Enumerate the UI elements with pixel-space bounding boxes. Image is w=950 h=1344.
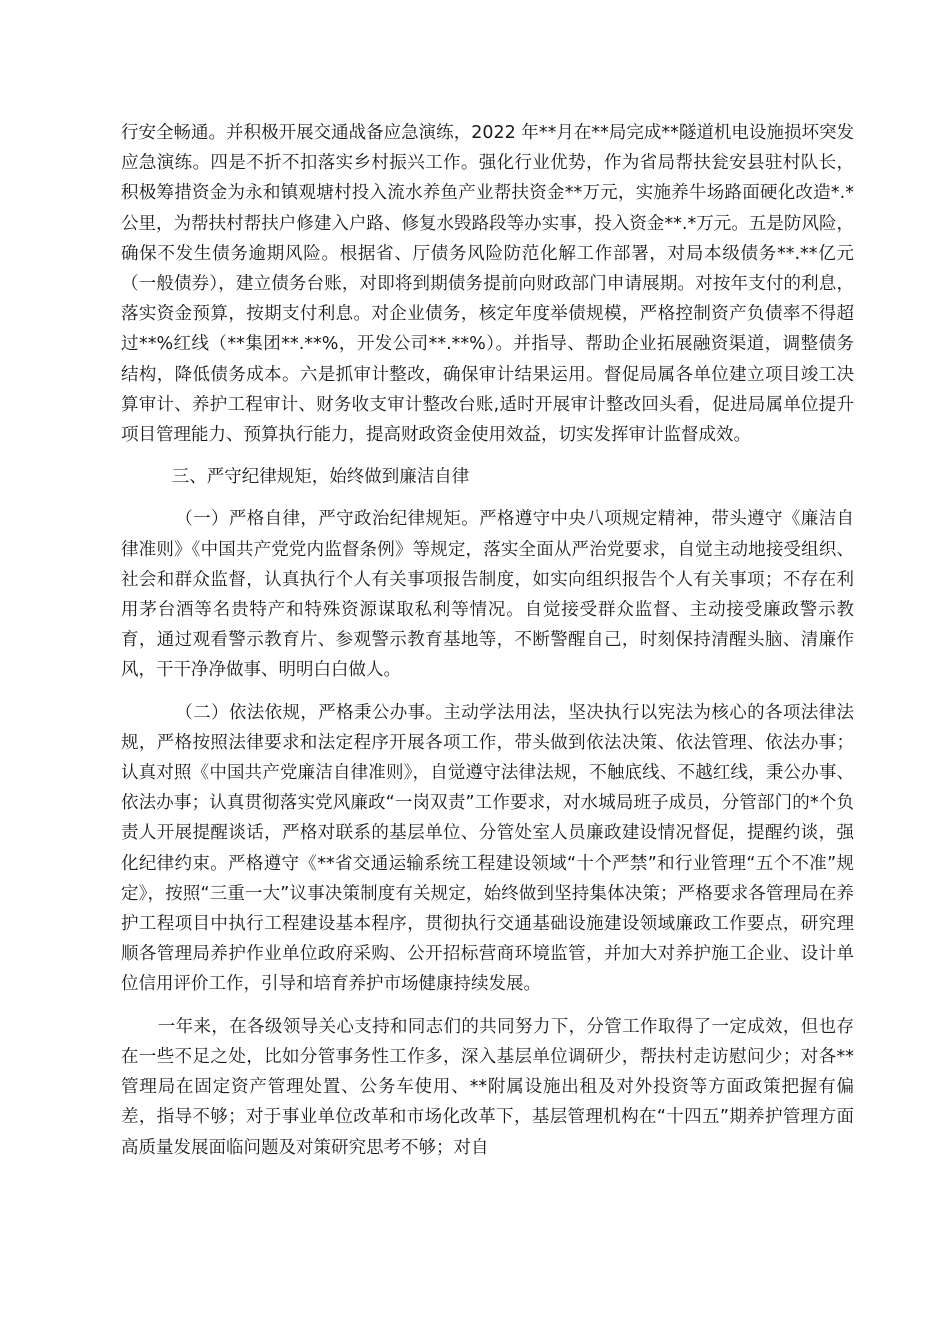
subsection-strict-self-discipline: （一）严格自律，严守政治纪律规矩。严格遵守中央八项规定精神，带头遵守《廉洁自律准则》《中国共产党党内监督条例》等规定，落实全面从严治党要求，自觉主动地接受组织、社会和群众监督，认真执行个人有关事项报告制度，如实向组织报告个人有关事项；不存在利用茅台酒等名贵特产和特殊资源谋取私利等情况。自觉接受群众监督、主动接受廉政警示教育，通过观看警示教育片、参观警示教育基地等，不断警醒自己，时刻保持清醒头脑、清廉作风，干干净净做事、明明白白做人。	[121, 509, 854, 681]
subsection-lawful-conduct: （二）依法依规，严格秉公办事。主动学法用法，坚决执行以宪法为核心的各项法律法规，严格按照法律要求和法定程序开展各项工作，带头做到依法决策、依法管理、依法办事；认真对照《中国共产党廉洁自律准则》，自觉遵守法律法规，不触底线、不越红线，秉公办事、依法办事；认真贯彻落实党风廉政“一岗双责”工作要求，对水城局班子成员，分管部门的*个负责人开展提醒谈话，严格对联系的基层单位、分管处室人员廉政建设情况督促，提醒约谈，强化纪律约束。严格遵守《**省交通运输系统工程建设领域“十个严禁”和行业管理“五个不准”规定》，按照“三重一大”议事决策制度有关规定，始终做到坚持集体决策；严格要求各管理局在养护工程项目中执行工程建设基本程序，贯彻执行交通基础设施建设领域廉政工作要点，研究理顺各管理局养护作业单位政府采购、公开招标营商环境监管，并加大对养护施工企业、设计单位信用评价工作，引导和培育养护市场健康持续发展。	[121, 702, 854, 995]
paragraph-continued-work-summary: 行安全畅通。并积极开展交通战备应急演练，2022 年**月在**局完成**隧道机电设施损坏突发应急演练。四是不折不扣落实乡村振兴工作。强化行业优势，作为省局帮扶瓮安县驻村队长，积极筹措资金为永和镇观塘村投入流水养鱼产业帮扶资金**万元，实施养牛场路面硬化改造*.*公里，为帮扶村帮扶户修建入户路、修复水毁路段等办实事，投入资金**.*万元。五是防风险，确保不发生债务逾期风险。根据省、厅债务风险防范化解工作部署，对局本级债务**.**亿元（一般债券），建立债务台账，对即将到期债务提前向财政部门申请展期。对按年支付的利息，落实资金预算，按期支付利息。对企业债务，核定年度举债规模，严格控制资产负债率不得超过**%红线（**集团**.**%，开发公司**.**%）。并指导、帮助企业拓展融资渠道，调整债务结构，降低债务成本。六是抓审计整改，确保审计结果运用。督促局属各单位建立项目竣工决算审计、养护工程审计、财务收支审计整改台账,适时开展审计整改回头看，促进局属单位提升项目管理能力、预算执行能力，提高财政资金使用效益，切实发挥审计监督成效。	[121, 123, 854, 446]
section-heading-discipline: 三、严守纪律规矩，始终做到廉洁自律	[171, 467, 470, 488]
document-page	[121, 118, 854, 1163]
paragraph-shortcomings: 一年来，在各级领导关心支持和同志们的共同努力下，分管工作取得了一定成效，但也存在一些不足之处，比如分管事务性工作多，深入基层单位调研少，帮扶村走访慰问少；对各**管理局在固定资产管理处置、公务车使用、**附属设施出租及对外投资等方面政策把握有偏差，指导不够；对于事业单位改革和市场化改革下，基层管理机构在“十四五”期养护管理方面高质量发展面临问题及对策研究思考不够；对自	[121, 1016, 854, 1158]
